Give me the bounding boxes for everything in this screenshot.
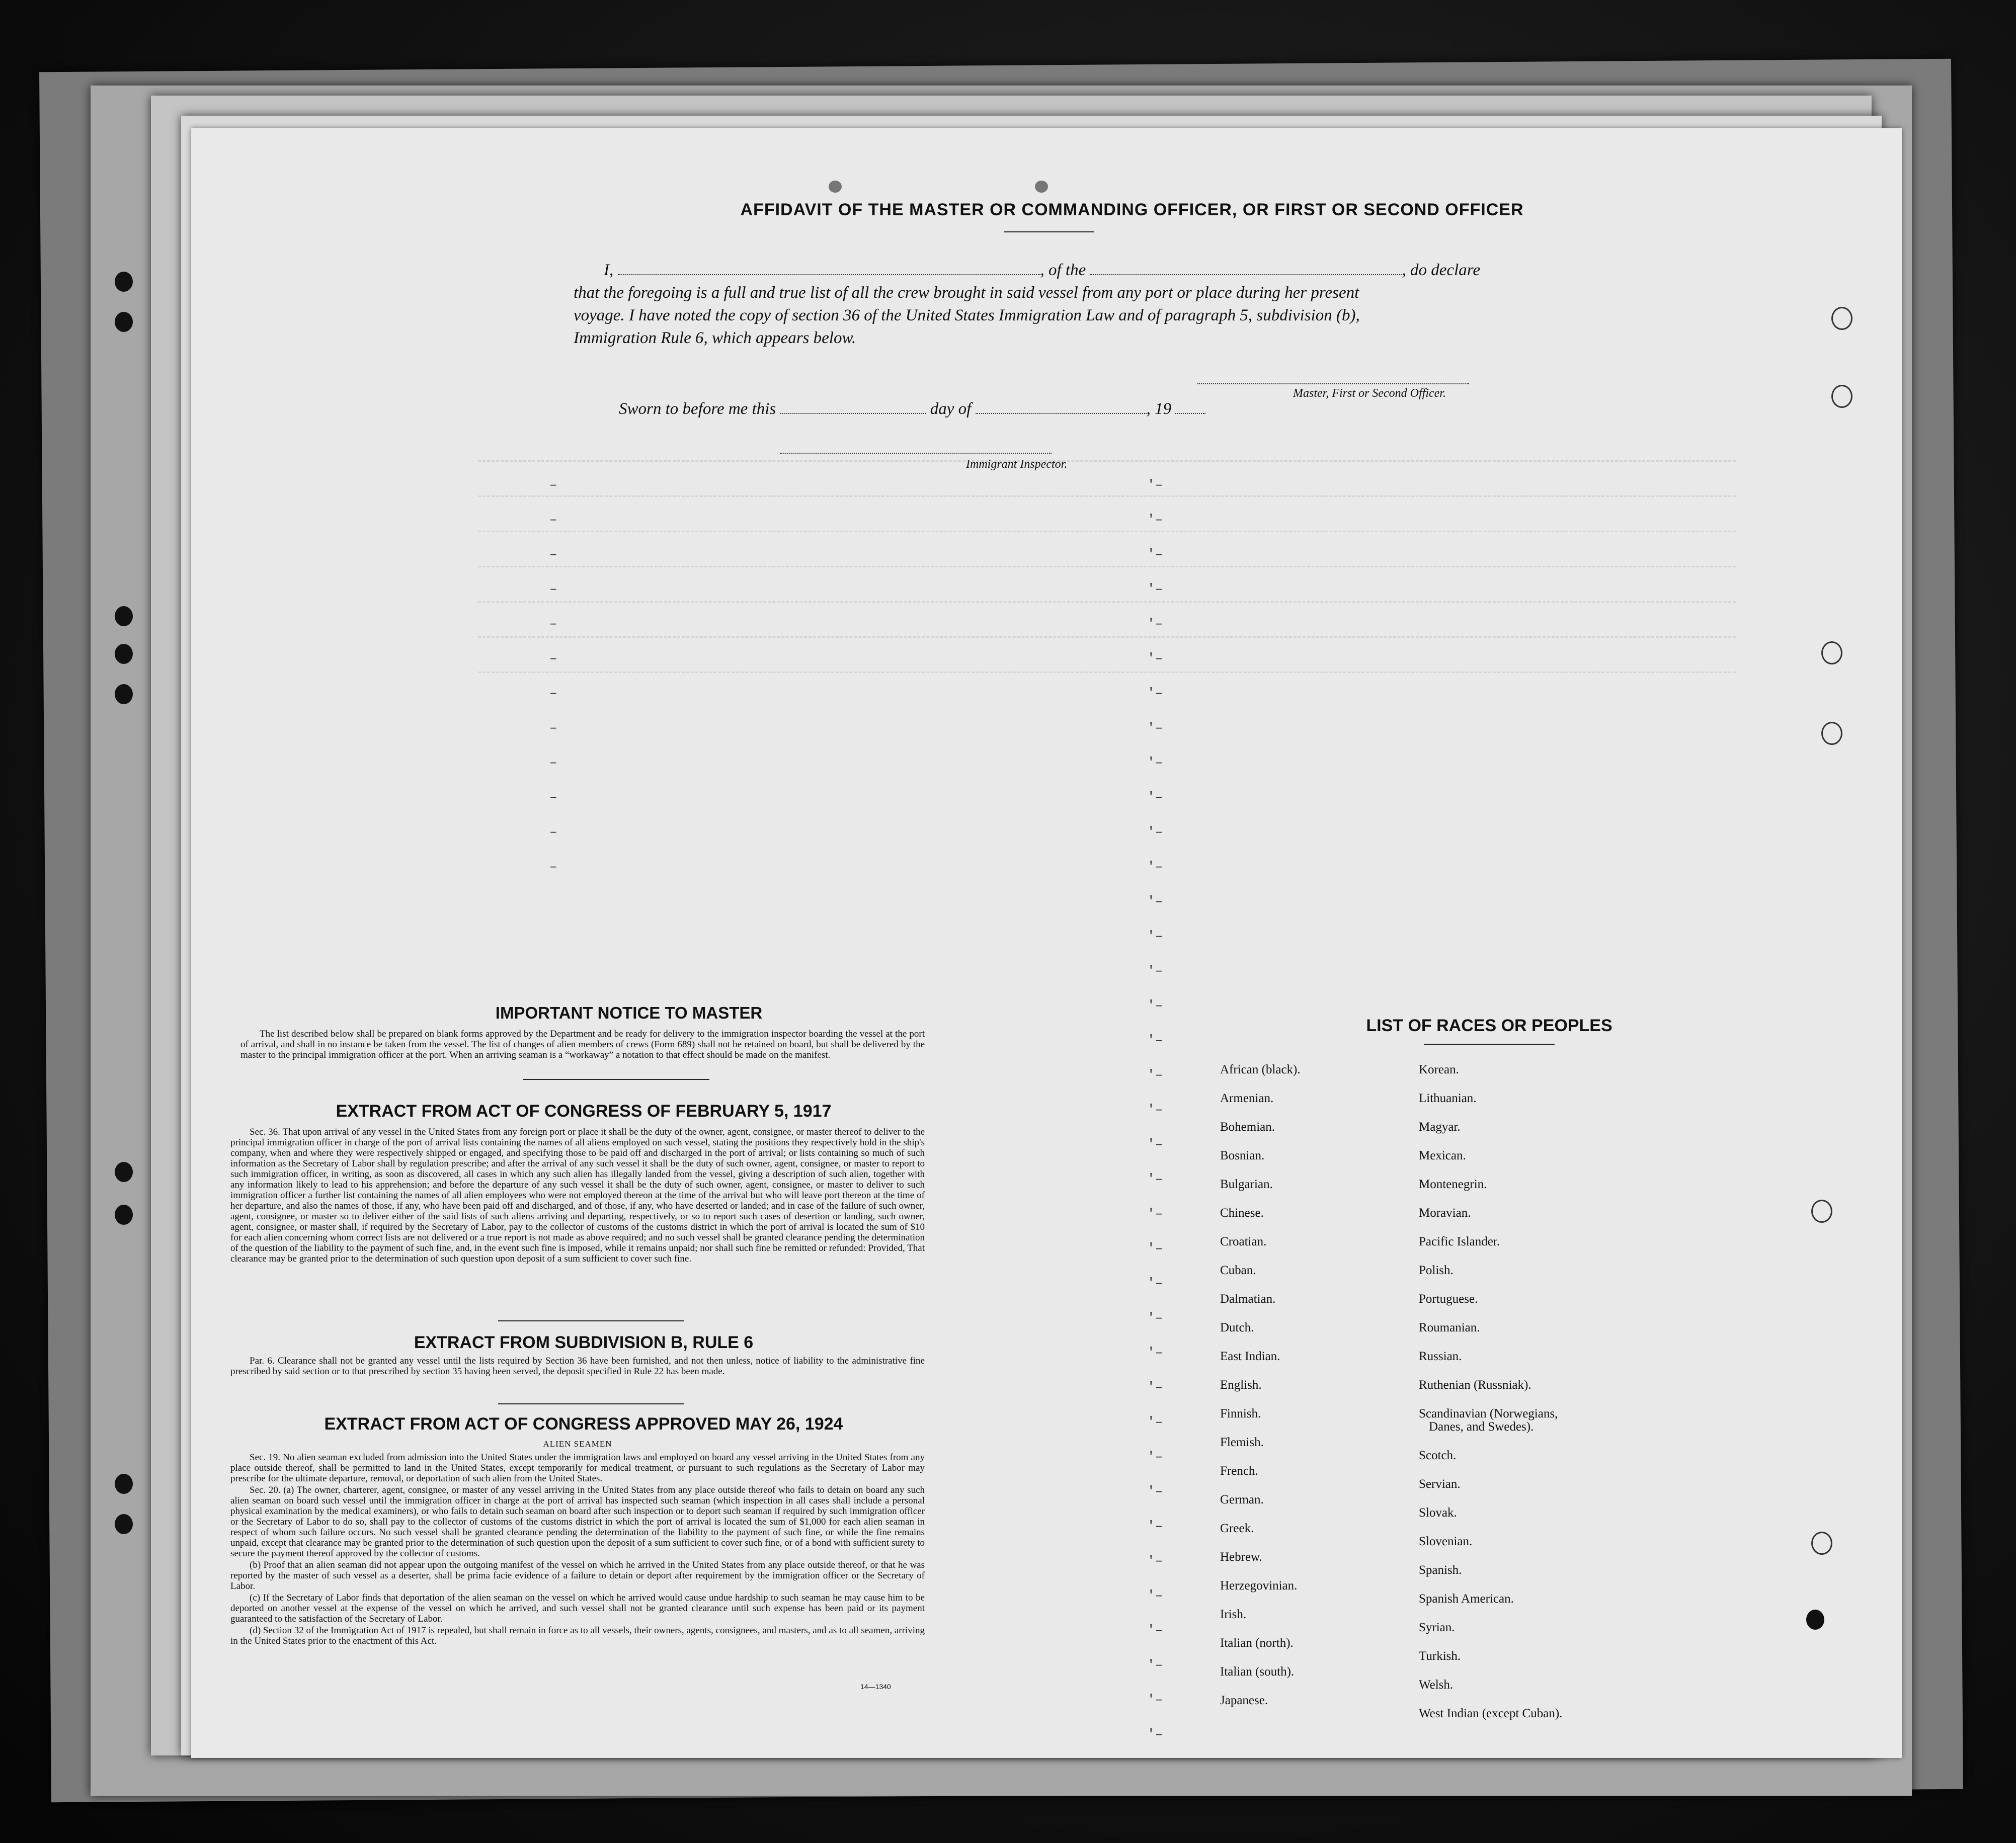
race-item: Irish.: [1220, 1608, 1247, 1621]
race-item: Roumanian.: [1419, 1321, 1480, 1334]
column-marks: '– '– '– '– '– '– '– '– '– '– '– '– '– '– '– '– '– '– '– '– '– '– '– '– '– '– '– '– '– '– '– '– '– '– '– '– '–: [1147, 477, 1163, 1742]
affidavit-i-prefix: I,: [604, 261, 614, 279]
race-item: Croatian.: [1220, 1235, 1267, 1248]
act-1924-sec20c: (c) If the Secretary of Labor finds that deportation of the alien seaman on the vessel on which he arrived would cause undue hardship to such seaman he may cause him to be deported on another vessel at the expense of the vessel on which he arrived, and such vessel shall not be granted clearance until such expense has been paid or its payment guaranteed to the satisfaction of the Secretary of Labor.: [230, 1593, 925, 1624]
bleed-through: [478, 521, 1736, 532]
sworn-prefix: Sworn to before me this: [619, 400, 776, 418]
affidavit-line-4: Immigration Rule 6, which appears below.: [574, 329, 856, 347]
race-item: East Indian.: [1220, 1350, 1280, 1363]
race-item: Pacific Islander.: [1419, 1235, 1500, 1248]
bleed-through: [478, 556, 1736, 567]
race-item: Danes, and Swedes).: [1429, 1420, 1534, 1434]
race-item: Herzegovinian.: [1220, 1579, 1298, 1593]
race-item: Scotch.: [1419, 1449, 1457, 1462]
binder-hole: [115, 684, 133, 704]
affidavit-of-the: , of the: [1040, 261, 1086, 279]
affidavit-text: [574, 259, 1690, 350]
race-item: French.: [1220, 1464, 1258, 1478]
month-blank[interactable]: [976, 400, 1147, 414]
binder-hole: [1831, 307, 1852, 330]
binder-hole: [115, 1514, 133, 1534]
rule6-body: [230, 1356, 925, 1378]
race-item: Magyar.: [1419, 1120, 1461, 1134]
year-blank[interactable]: [1175, 400, 1205, 414]
bleed-through: [478, 591, 1736, 603]
act-1924-sec20d: (d) Section 32 of the Immigration Act of 1917 is repealed, but shall remain in force as to all vessels, their owners, agents, consignees, and masters, and as to all seamen, arriving in the United States prior to the enactment of this Act.: [230, 1625, 925, 1646]
race-item: Greek.: [1220, 1522, 1254, 1535]
binder-hole: [115, 312, 133, 332]
bleed-through: [478, 661, 1736, 673]
race-item: Servian.: [1419, 1477, 1461, 1491]
binder-hole: [1821, 641, 1842, 664]
form-page: [191, 128, 1902, 1758]
signature-line[interactable]: [1197, 383, 1469, 384]
race-item: Lithuanian.: [1419, 1092, 1477, 1105]
race-item: Bulgarian.: [1220, 1178, 1273, 1191]
binder-hole: [115, 272, 133, 292]
notice-text: The list described below shall be prepared on blank forms approved by the Department and be ready for delivery to the immigration inspector boarding the vessel at the port of arrival, and shall in no instance be taken from the vessel. The list of changes of alien members of crews (Form 689) shall not be retained on board, but shall be delivered by the master to the principal immigration officer at the port. When an arriving seaman is a “workaway” a notation to that effect should be made on the manifest.: [240, 1029, 925, 1060]
rule6-text: Par. 6. Clearance shall not be granted any vessel until the lists required by Section 36 have been furnished, and not then unless, notice of liability to the administrative fine prescribed by said section or to that prescribed by section 35 having been served, the deposit specified in Rule 22 has been made.: [230, 1356, 925, 1377]
ink-smudge: [829, 181, 842, 193]
act-1924-subtitle: ALIEN SEAMEN: [543, 1439, 612, 1449]
race-item: Dutch.: [1220, 1321, 1254, 1334]
act-1917-text: Sec. 36. That upon arrival of any vessel in the United States from any foreign port or place it shall be the duty of the owner, agent, consignee, or master thereof to deliver to the principal immigration officer in charge of the port of arrival lists containing the names of all aliens employed on such vessel, stating the positions they respectively hold in the ship's company, when and where they were respectively shipped or engaged, and specifying those to be paid off and discharged in the port of arrival; or lists containing so much of such information as the Secretary of Labor shall by regulation prescribe; and after the arrival of any such vessel it shall be the duty of such owner, agent, consignee, or master to report to such immigration officer, in writing, as soon as discovered, all cases in which any such alien has illegally landed from the vessel, giving a description of such alien, together with any information likely to lead to his apprehension; and before the departure of any such vessel it shall be the duty of such owner, agent, consignee, or master to deliver to such immigration officer a further list containing the names of all alien employees who were not employed thereon at the time of the arrival but who will leave port thereon at the time of her departure, and also the names of those, if any, who have been paid off and discharged, and of those, if any, who have deserted or landed; and in case of the failure of such owner, agent, consignee, or master so to deliver either of the said lists of such aliens arriving and departing, respectively, or so to report such cases of desertion or landing, such owner, agent, consignee, or master shall, if required by the Secretary of Labor, pay to the collector of customs of the customs district in which the port of arrival is located the sum of $10 for each alien concerning whom correct lists are not delivered or a true report is not made as above required; and no such vessel shall be granted clearance pending the determination of the question of the liability to the payment of such fine, and, in the event such fine is imposed, while it remains unpaid; nor shall such fine be remitted or refunded: Provided, That clearance may be granted prior to the determination of such question upon deposit of a sum sufficient to cover such fine.: [230, 1127, 925, 1264]
race-item: Hebrew.: [1220, 1550, 1262, 1564]
race-item: West Indian (except Cuban).: [1419, 1707, 1563, 1720]
race-item: Japanese.: [1220, 1694, 1268, 1707]
race-item: Finnish.: [1220, 1407, 1261, 1420]
race-item: Moravian.: [1419, 1206, 1471, 1220]
binder-hole: [115, 1162, 133, 1182]
title-rule: [1004, 231, 1094, 232]
section-rule: [498, 1403, 684, 1404]
affidavit-line-3: voyage. I have noted the copy of section 36 of the United States Immigration Law and of paragraph 5, subdivision (b),: [574, 306, 1360, 324]
vessel-blank[interactable]: [1090, 261, 1402, 275]
race-item: Montenegrin.: [1419, 1178, 1487, 1191]
affidavit-title: AFFIDAVIT OF THE MASTER OR COMMANDING OFFICER, OR FIRST OR SECOND OFFICER: [740, 200, 1524, 219]
day-blank[interactable]: [780, 400, 926, 414]
race-item: Scandinavian (Norwegians,: [1419, 1407, 1558, 1420]
races-list: [1220, 1064, 1824, 1718]
race-item: Turkish.: [1419, 1649, 1461, 1663]
act-1924-title: EXTRACT FROM ACT OF CONGRESS APPROVED MAY 26, 1924: [324, 1414, 843, 1434]
race-item: Portuguese.: [1419, 1292, 1478, 1306]
inspector-label: Immigrant Inspector.: [966, 458, 1068, 471]
binder-hole: [1831, 385, 1852, 408]
section-rule: [523, 1079, 709, 1080]
ink-smudge: [1035, 181, 1048, 193]
race-item: Russian.: [1419, 1350, 1462, 1363]
year-prefix: , 19: [1146, 400, 1172, 418]
race-item: Polish.: [1419, 1264, 1454, 1277]
race-item: Italian (south).: [1220, 1665, 1295, 1679]
act-1924-sec20b: (b) Proof that an alien seaman did not appear upon the outgoing manifest of the vessel on which he arrived in the United States from any place outside thereof, or that he was reported by the master of such vessel as a deserter, shall be prima facie evidence of a failure to detain or deport after requirement by the immigration officer or the Secretary of Labor.: [230, 1560, 925, 1591]
race-item: Chinese.: [1220, 1206, 1264, 1220]
affidavit-do-declare: , do declare: [1402, 261, 1480, 279]
race-item: Bohemian.: [1220, 1120, 1275, 1134]
binder-hole: [115, 1474, 133, 1494]
binder-hole: [115, 606, 133, 626]
race-item: Armenian.: [1220, 1092, 1274, 1105]
race-item: African (black).: [1220, 1063, 1301, 1076]
bleed-through: [478, 450, 1736, 462]
section-rule: [1424, 1044, 1555, 1045]
day-of-label: day of: [930, 400, 972, 418]
bleed-through: [478, 626, 1736, 638]
name-blank[interactable]: [618, 261, 1040, 275]
race-item: Mexican.: [1419, 1149, 1466, 1162]
act-1924-body: [230, 1438, 925, 1647]
bleed-through: [478, 485, 1736, 497]
act-1917-title: EXTRACT FROM ACT OF CONGRESS OF FEBRUARY 5, 1917: [336, 1102, 832, 1121]
race-item: Dalmatian.: [1220, 1292, 1276, 1306]
section-rule: [498, 1320, 684, 1321]
notice-title: IMPORTANT NOTICE TO MASTER: [495, 1003, 763, 1022]
race-item: Cuban.: [1220, 1264, 1256, 1277]
affidavit-line-2: that the foregoing is a full and true list of all the crew brought in said vessel from any port or place during her present: [574, 284, 1359, 302]
race-item: Ruthenian (Russniak).: [1419, 1378, 1531, 1392]
race-item: Bosnian.: [1220, 1149, 1265, 1162]
binder-hole: [1821, 722, 1842, 745]
act-1924-sec20a: Sec. 20. (a) The owner, charterer, agent, consignee, or master of any vessel arriving in the United States from any place outside thereof who fails to detain on board any such alien seaman on board such vessel until the immigration officer in charge at the port of arrival has inspected such seaman (which inspection in all cases shall include a personal physical examination by the medical examiners), or who fails to detain such seaman on board after such inspection or to deport such seaman if required by such immigration officer or the Secretary of Labor to do so, shall pay to the collector of customs of the customs district in which the port of arrival is located the sum of $1,000 for each alien seaman in respect of whom such failure occurs. No such vessel shall be granted clearance pending the determination of the liability to the payment of such fine, or while the fine remains unpaid, except that clearance may be granted prior to the determination of such question upon the deposit of a sum sufficient to cover such fine, or of a bond with sufficient surety to secure the payment thereof approved by the collector of customs.: [230, 1485, 925, 1559]
binder-hole: [115, 644, 133, 664]
race-item: Welsh.: [1419, 1678, 1454, 1692]
race-item: German.: [1220, 1493, 1264, 1506]
race-item: Italian (north).: [1220, 1636, 1294, 1650]
affidavit-line-1: [574, 259, 1690, 282]
race-item: Slovenian.: [1419, 1535, 1473, 1548]
binder-hole: [115, 1205, 133, 1225]
race-item: Flemish.: [1220, 1436, 1264, 1449]
race-item: Slovak.: [1419, 1506, 1457, 1520]
race-item: English.: [1220, 1378, 1262, 1392]
races-title: LIST OF RACES OR PEOPLES: [1366, 1016, 1612, 1035]
race-item: Syrian.: [1419, 1621, 1455, 1634]
column-marks: – – – – – – – – – – – –: [549, 477, 557, 874]
act-1917-body: [230, 1127, 925, 1265]
signature-label: Master, First or Second Officer.: [1293, 387, 1446, 400]
notice-body: [240, 1029, 925, 1061]
race-item: Spanish American.: [1419, 1592, 1514, 1606]
sworn-line: [619, 400, 1205, 418]
act-1924-sec19: Sec. 19. No alien seaman excluded from admission into the United States under the immigration laws and employed on board any vessel arriving in the United States from any place outside thereof, shall be permitted to land in the United States, except temporarily for medical treatment, or pursuant to such regulations as the Secretary of Labor may prescribe for the ultimate departure, removal, or deportation of such alien from the United States.: [230, 1452, 925, 1484]
rule6-title: EXTRACT FROM SUBDIVISION B, RULE 6: [414, 1333, 754, 1352]
race-item: Korean.: [1419, 1063, 1459, 1076]
form-number: 14—1340: [860, 1683, 891, 1691]
race-item: Spanish.: [1419, 1563, 1462, 1577]
